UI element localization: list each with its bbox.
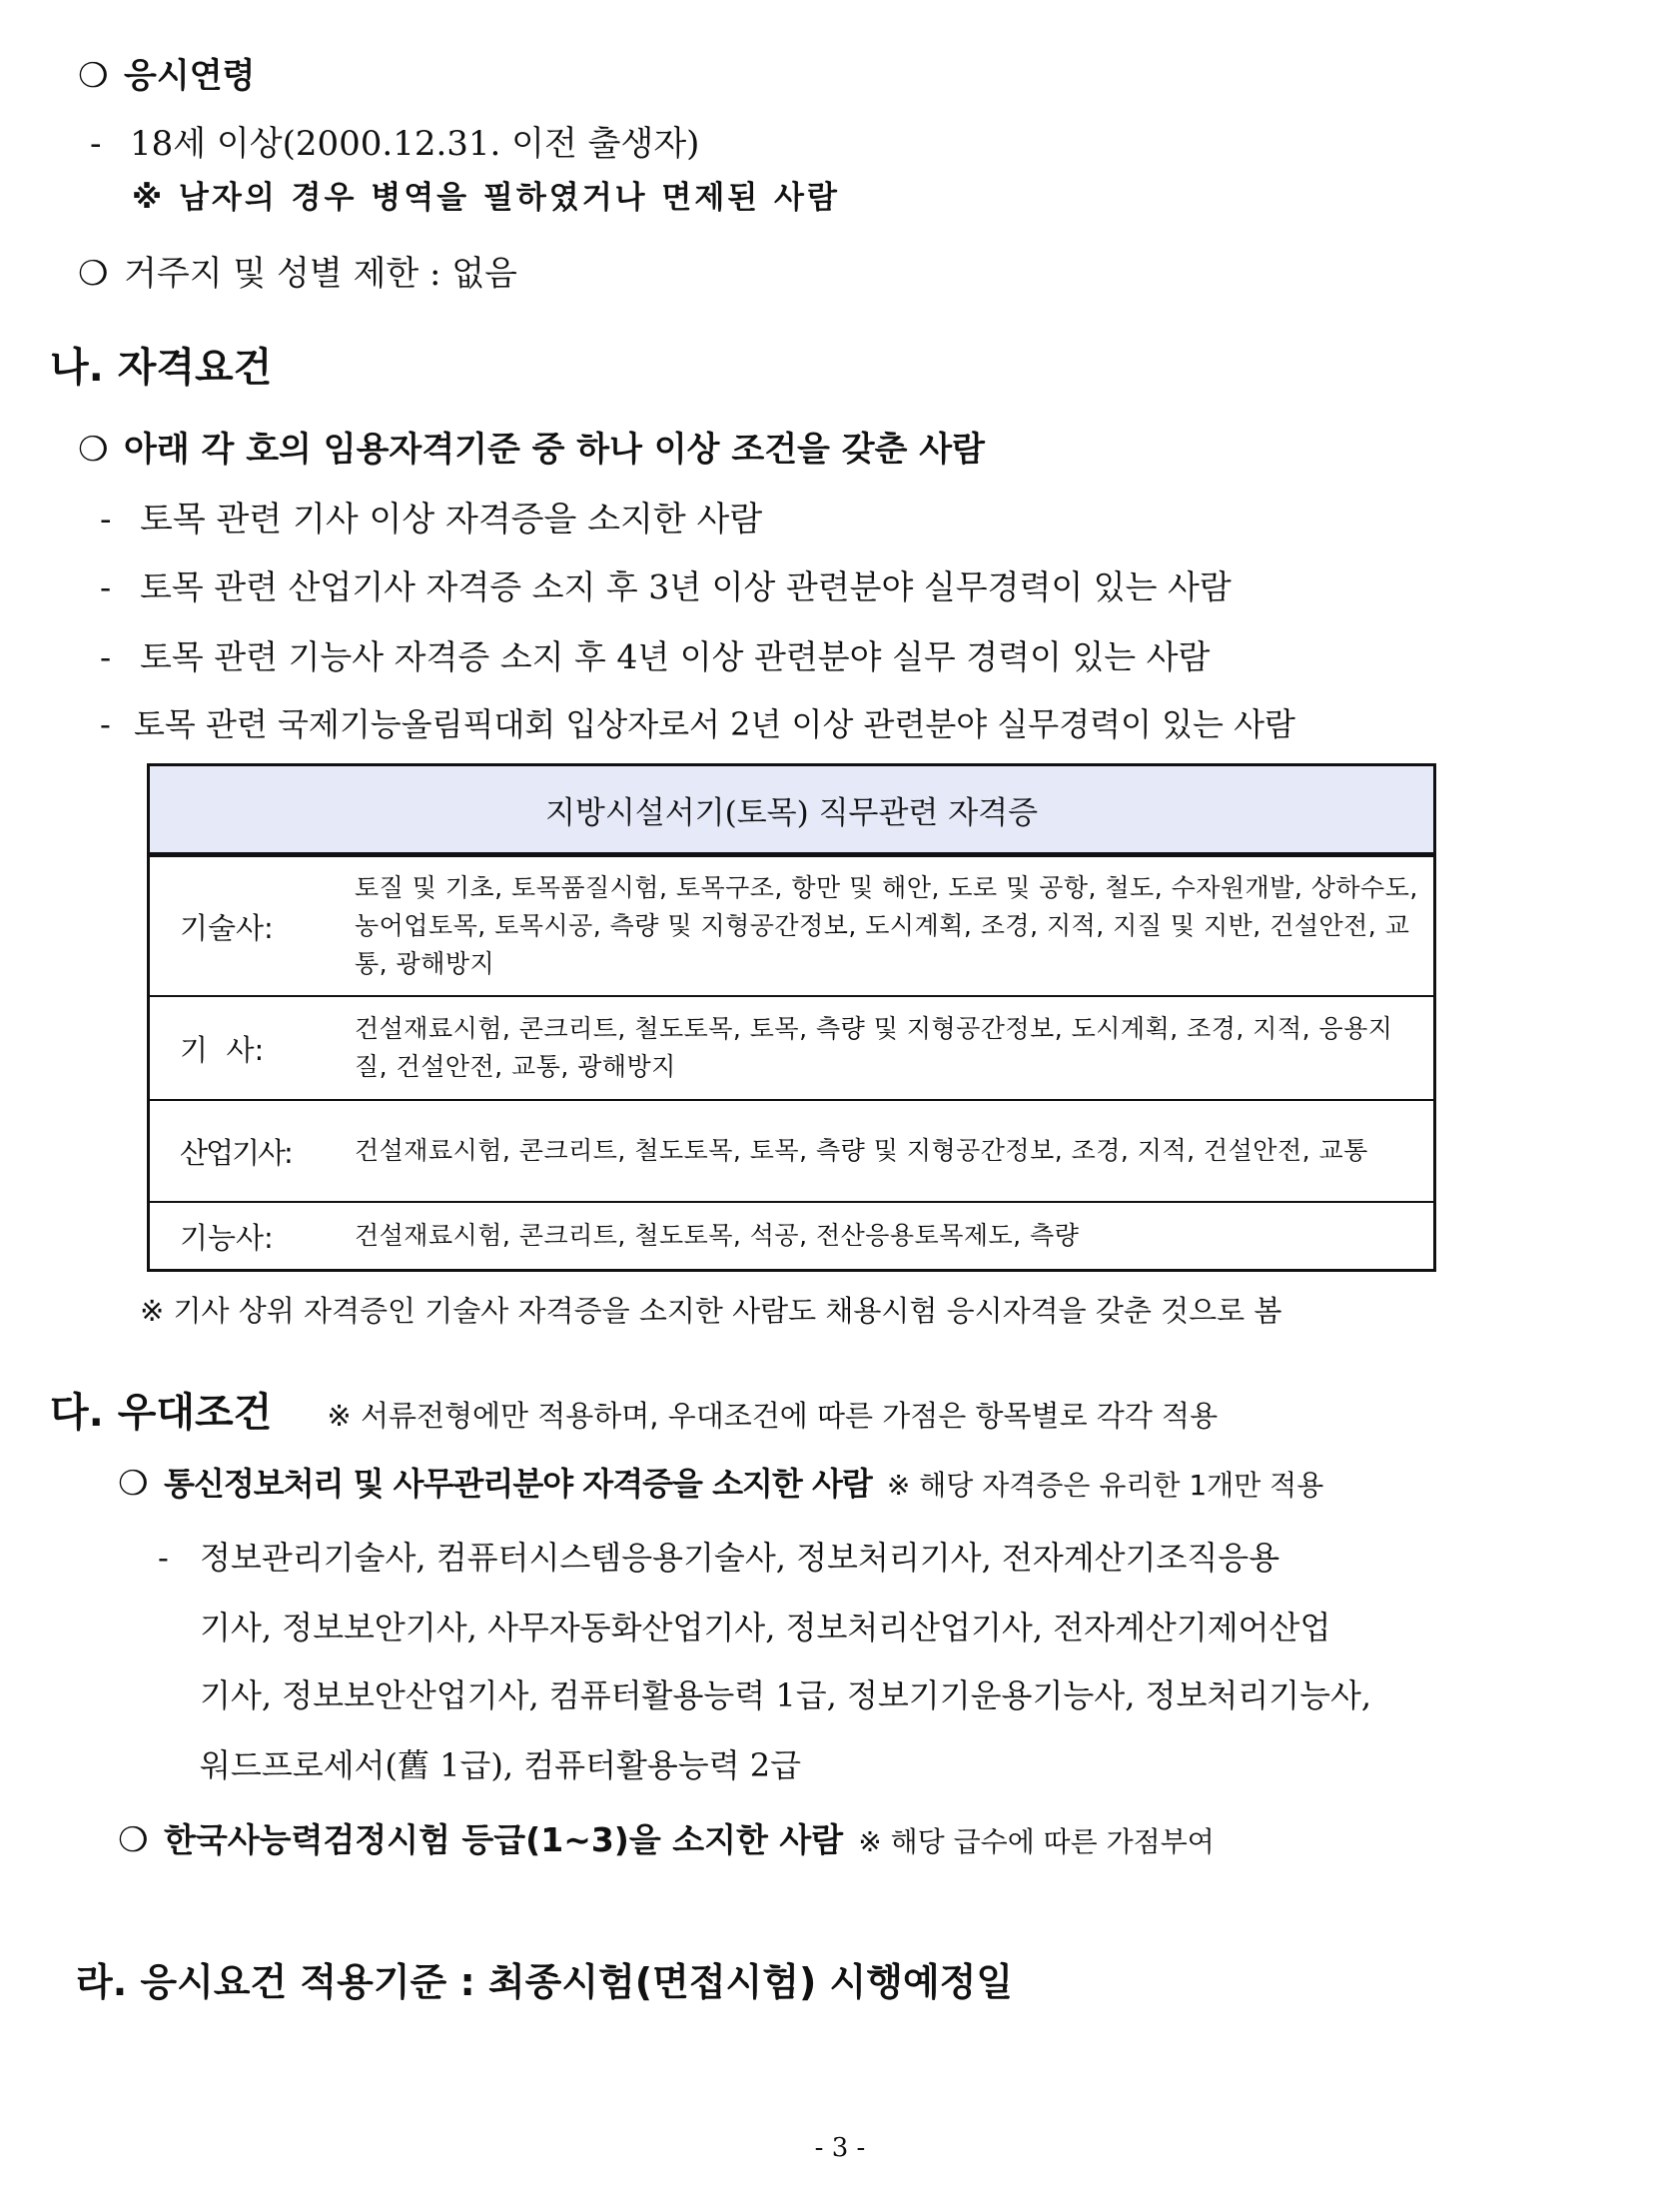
qualification-item xyxy=(100,492,762,541)
certificate-row xyxy=(150,1201,1433,1269)
qualification-heading: 나. 자격요건 xyxy=(50,345,273,391)
preference-item1-title: 통신정보처리 및 사무관리분야 자격증을 소지한 사람 xyxy=(164,1465,872,1503)
preference-list-text: 기사, 정보보안산업기사, 컴퓨터활용능력 1급, 정보기기운용기능사, 정보처리기능사, xyxy=(200,1676,1372,1714)
circle-bullet-icon: ❍ xyxy=(118,1820,149,1860)
dash-marker: - xyxy=(100,705,111,743)
age-heading xyxy=(78,48,255,97)
residence-line xyxy=(78,246,517,295)
military-note: ※ 남자의 경우 병역을 필하였거나 면제된 사람 xyxy=(132,180,840,216)
table-footnote: ※ 기사 상위 자격증인 기술사 자격증을 소지한 사람도 채용시험 응시자격을 갖춘 것으로 봄 xyxy=(140,1294,1282,1328)
dash-marker: - xyxy=(100,637,112,676)
certificate-row xyxy=(150,1099,1433,1201)
criteria-heading: 라. 응시요건 적용기준 : 최종시험(면접시험) 시행예정일 xyxy=(76,1960,1014,2004)
age-title: 응시연령 xyxy=(124,56,256,96)
age-detail-line xyxy=(90,116,699,165)
age-detail: 18세 이상(2000.12.31. 이전 출생자) xyxy=(130,124,700,164)
circle-bullet-icon: ❍ xyxy=(78,254,109,294)
qualification-item-text: 토목 관련 기사 이상 자격증을 소지한 사람 xyxy=(140,500,763,540)
qualification-item-text: 토목 관련 기능사 자격증 소지 후 4년 이상 관련분야 실무 경력이 있는 사람 xyxy=(140,637,1211,676)
qualification-item xyxy=(100,699,1295,745)
qualification-subheading: 아래 각 호의 임용자격기준 중 하나 이상 조건을 갖춘 사람 xyxy=(124,430,985,470)
qualification-subheading-line xyxy=(78,422,985,471)
preference-item2-line xyxy=(118,1814,1215,1861)
certificate-row-label: 기능사: xyxy=(180,1220,274,1255)
preference-heading: 다. 우대조건 xyxy=(50,1390,273,1436)
certificate-row-content: 토질 및 기초, 토목품질시험, 토목구조, 항만 및 해안, 도로 및 공항, 철도, 수자원개발, 상하수도, 농어업토목, 토목시공, 측량 및 지형공간정보, 도시계획, 조경, 지적, 지질 및 지반, 건설안전, 교통, 광해방지 xyxy=(355,873,1418,978)
preference-heading-line xyxy=(50,1381,1218,1438)
page-number: - 3 - xyxy=(814,2133,866,2163)
preference-item1-note: ※ 해당 자격증은 유리한 1개만 적용 xyxy=(886,1469,1324,1502)
preference-list-line xyxy=(158,1533,1279,1579)
dash-marker: - xyxy=(100,567,112,606)
preference-list-text: 기사, 정보보안기사, 사무자동화산업기사, 정보처리산업기사, 전자계산기제어산업 xyxy=(200,1609,1331,1646)
certificate-row-content: 건설재료시험, 콘크리트, 철도토목, 토목, 측량 및 지형공간정보, 도시계획, 조경, 지적, 응용지질, 건설안전, 교통, 광해방지 xyxy=(355,1014,1393,1081)
certificate-row xyxy=(150,995,1433,1099)
certificate-table xyxy=(147,763,1436,1272)
dash-marker: - xyxy=(90,124,102,164)
qualification-item xyxy=(100,631,1210,678)
preference-item1-line xyxy=(118,1459,1323,1505)
dash-marker: - xyxy=(100,500,112,540)
certificate-row-content: 건설재료시험, 콘크리트, 철도토목, 석공, 전산응용토목제도, 측량 xyxy=(355,1221,1080,1250)
certificate-row-label: 산업기사: xyxy=(180,1135,292,1170)
qualification-item-text: 토목 관련 산업기사 자격증 소지 후 3년 이상 관련분야 실무경력이 있는 사람 xyxy=(140,567,1232,606)
circle-bullet-icon: ❍ xyxy=(78,430,109,470)
certificate-row-label: 기술사: xyxy=(180,910,274,945)
circle-bullet-icon: ❍ xyxy=(78,56,109,96)
certificate-table-title: 지방시설서기(토목) 직무관련 자격증 xyxy=(150,766,1433,855)
preference-item2-title: 한국사능력검정시험 등급(1∼3)을 소지한 사람 xyxy=(164,1820,844,1859)
certificate-row-label: 기 사: xyxy=(180,1032,265,1067)
certificate-row-content: 건설재료시험, 콘크리트, 철도토목, 토목, 측량 및 지형공간정보, 조경, 지적, 건설안전, 교통 xyxy=(355,1136,1368,1165)
certificate-row xyxy=(150,855,1433,995)
qualification-item-text: 토목 관련 국제기능올림픽대회 입상자로서 2년 이상 관련분야 실무경력이 있는 사람 xyxy=(134,705,1295,743)
preference-list-text: 정보관리기술사, 컴퓨터시스템응용기술사, 정보처리기사, 전자계산기조직응용 xyxy=(200,1539,1280,1577)
preference-heading-note: ※ 서류전형에만 적용하며, 우대조건에 따른 가점은 항목별로 각각 적용 xyxy=(327,1399,1219,1433)
residence-text: 거주지 및 성별 제한 : 없음 xyxy=(124,254,517,294)
circle-bullet-icon: ❍ xyxy=(118,1464,149,1504)
dash-marker: - xyxy=(158,1539,169,1577)
qualification-item xyxy=(100,561,1232,608)
preference-item2-note: ※ 해당 급수에 따른 가점부여 xyxy=(858,1825,1215,1858)
preference-list-text: 워드프로세서(舊 1급), 컴퓨터활용능력 2급 xyxy=(200,1746,802,1784)
